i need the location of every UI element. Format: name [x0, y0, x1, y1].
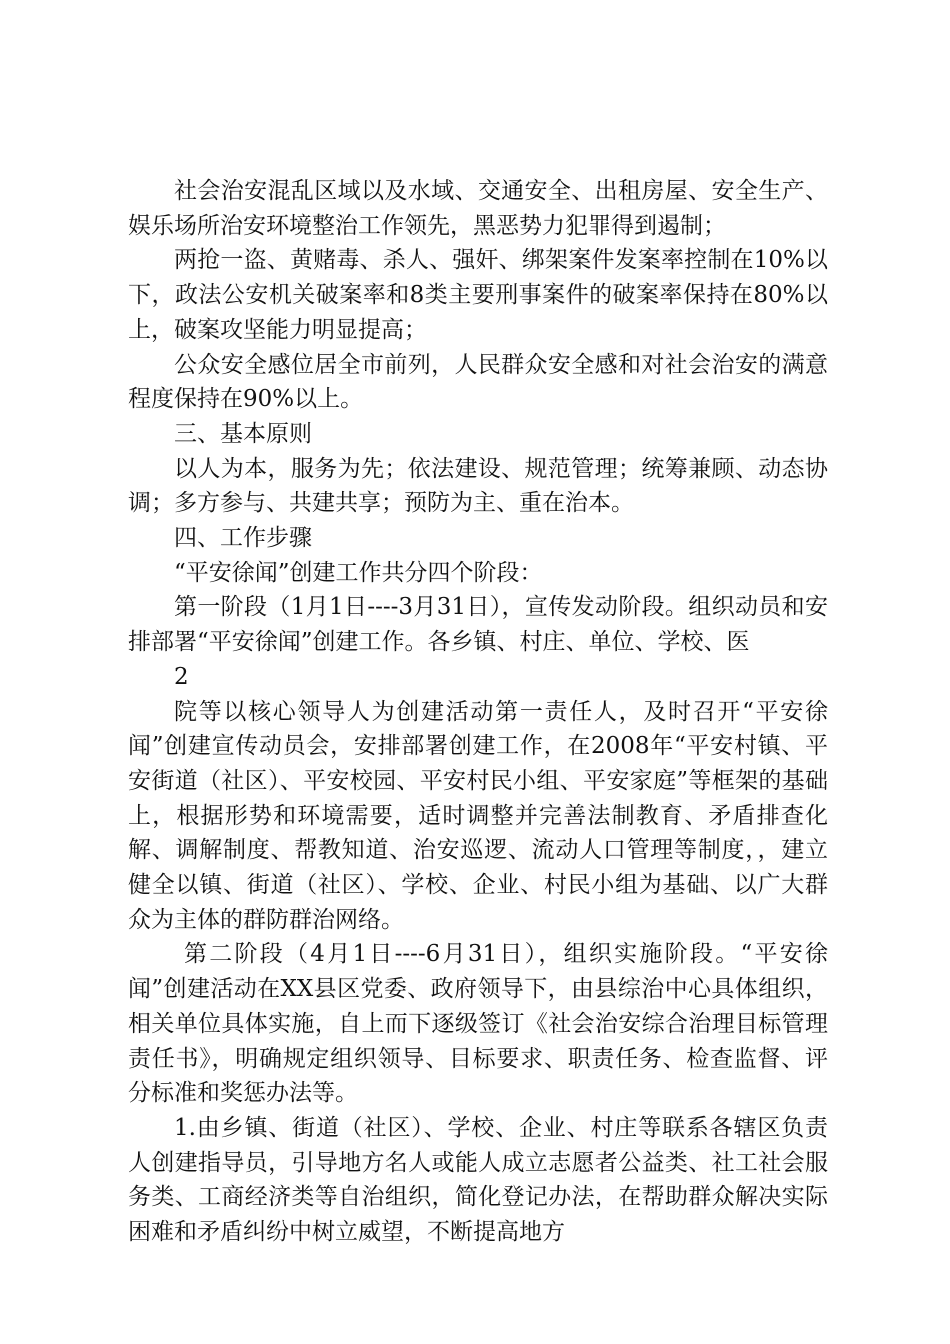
paragraph-public-order-rectification: 社会治安混乱区域以及水域、交通安全、出租房屋、安全生产、娱乐场所治安环境整治工作领先，黑恶势力犯罪得到遏制； — [128, 178, 828, 239]
paragraph-basic-principles: 以人为本，服务为先；依法建设、规范管理；统筹兼顾、动态协调；多方参与、共建共享；预防为主、重在治本。 — [128, 455, 828, 517]
paragraph-stage-one: 第一阶段（1月1日----3月31日），宣传发动阶段。组织动员和安排部署“平安徐闻”创建工作。各乡镇、村庄、单位、学校、医 — [128, 594, 828, 656]
paragraph-item-one: 1.由乡镇、街道（社区）、学校、企业、村庄等联系各辖区负责人创建指导员，引导地方名人或能人成立志愿者公益类、社工社会服务类、工商经济类等自治组织，简化登记办法，在帮助群众解决实际困难和矛盾纠纷中树立威望，不断提高地方 — [128, 1114, 828, 1246]
paragraph-four-stages-intro: “平安徐闻”创建工作共分四个阶段： — [174, 559, 543, 586]
paragraph-crime-rate-targets: 两抢一盗、黄赌毒、杀人、强奸、绑架案件发案率控制在10%以下，政法公安机关破案率和8类主要刑事案件的破案率保持在80%以上，破案攻坚能力明显提高； — [128, 247, 828, 343]
section-heading-work-steps: 四、工作步骤 — [174, 525, 312, 552]
section-heading-basic-principles: 三、基本原则 — [174, 420, 312, 447]
paragraph-stage-one-continued: 院等以核心领导人为创建活动第一责任人，及时召开“平安徐闻”创建宣传动员会，安排部署创建工作，在2008年“平安村镇、平安街道（社区）、平安校园、平安村民小组、平安家庭”等框架的基础上，根据形势和环境需要，适时调整并完善法制教育、矛盾排查化解、调解制度、帮教知道、治安巡逻、流动人口管理等制度，，建立健全以镇、街道（社区）、学校、企业、村民小组为基础、以广大群众为主体的群防群治网络。 — [128, 698, 828, 933]
document-page — [128, 174, 828, 1250]
page-number: 2 — [174, 663, 189, 690]
paragraph-public-safety-satisfaction: 公众安全感位居全市前列，人民群众安全感和对社会治安的满意程度保持在90%以上。 — [128, 351, 828, 413]
paragraph-stage-two: 第二阶段（4月1日----6月31日），组织实施阶段。“平安徐闻”创建活动在XX县区党委、政府领导下，由县综治中心具体组织，相关单位具体实施，自上而下逐级签订《社会治安综合治理目标管理责任书》，明确规定组织领导、目标要求、职责任务、检查监督、评分标准和奖惩办法等。 — [128, 941, 828, 1107]
